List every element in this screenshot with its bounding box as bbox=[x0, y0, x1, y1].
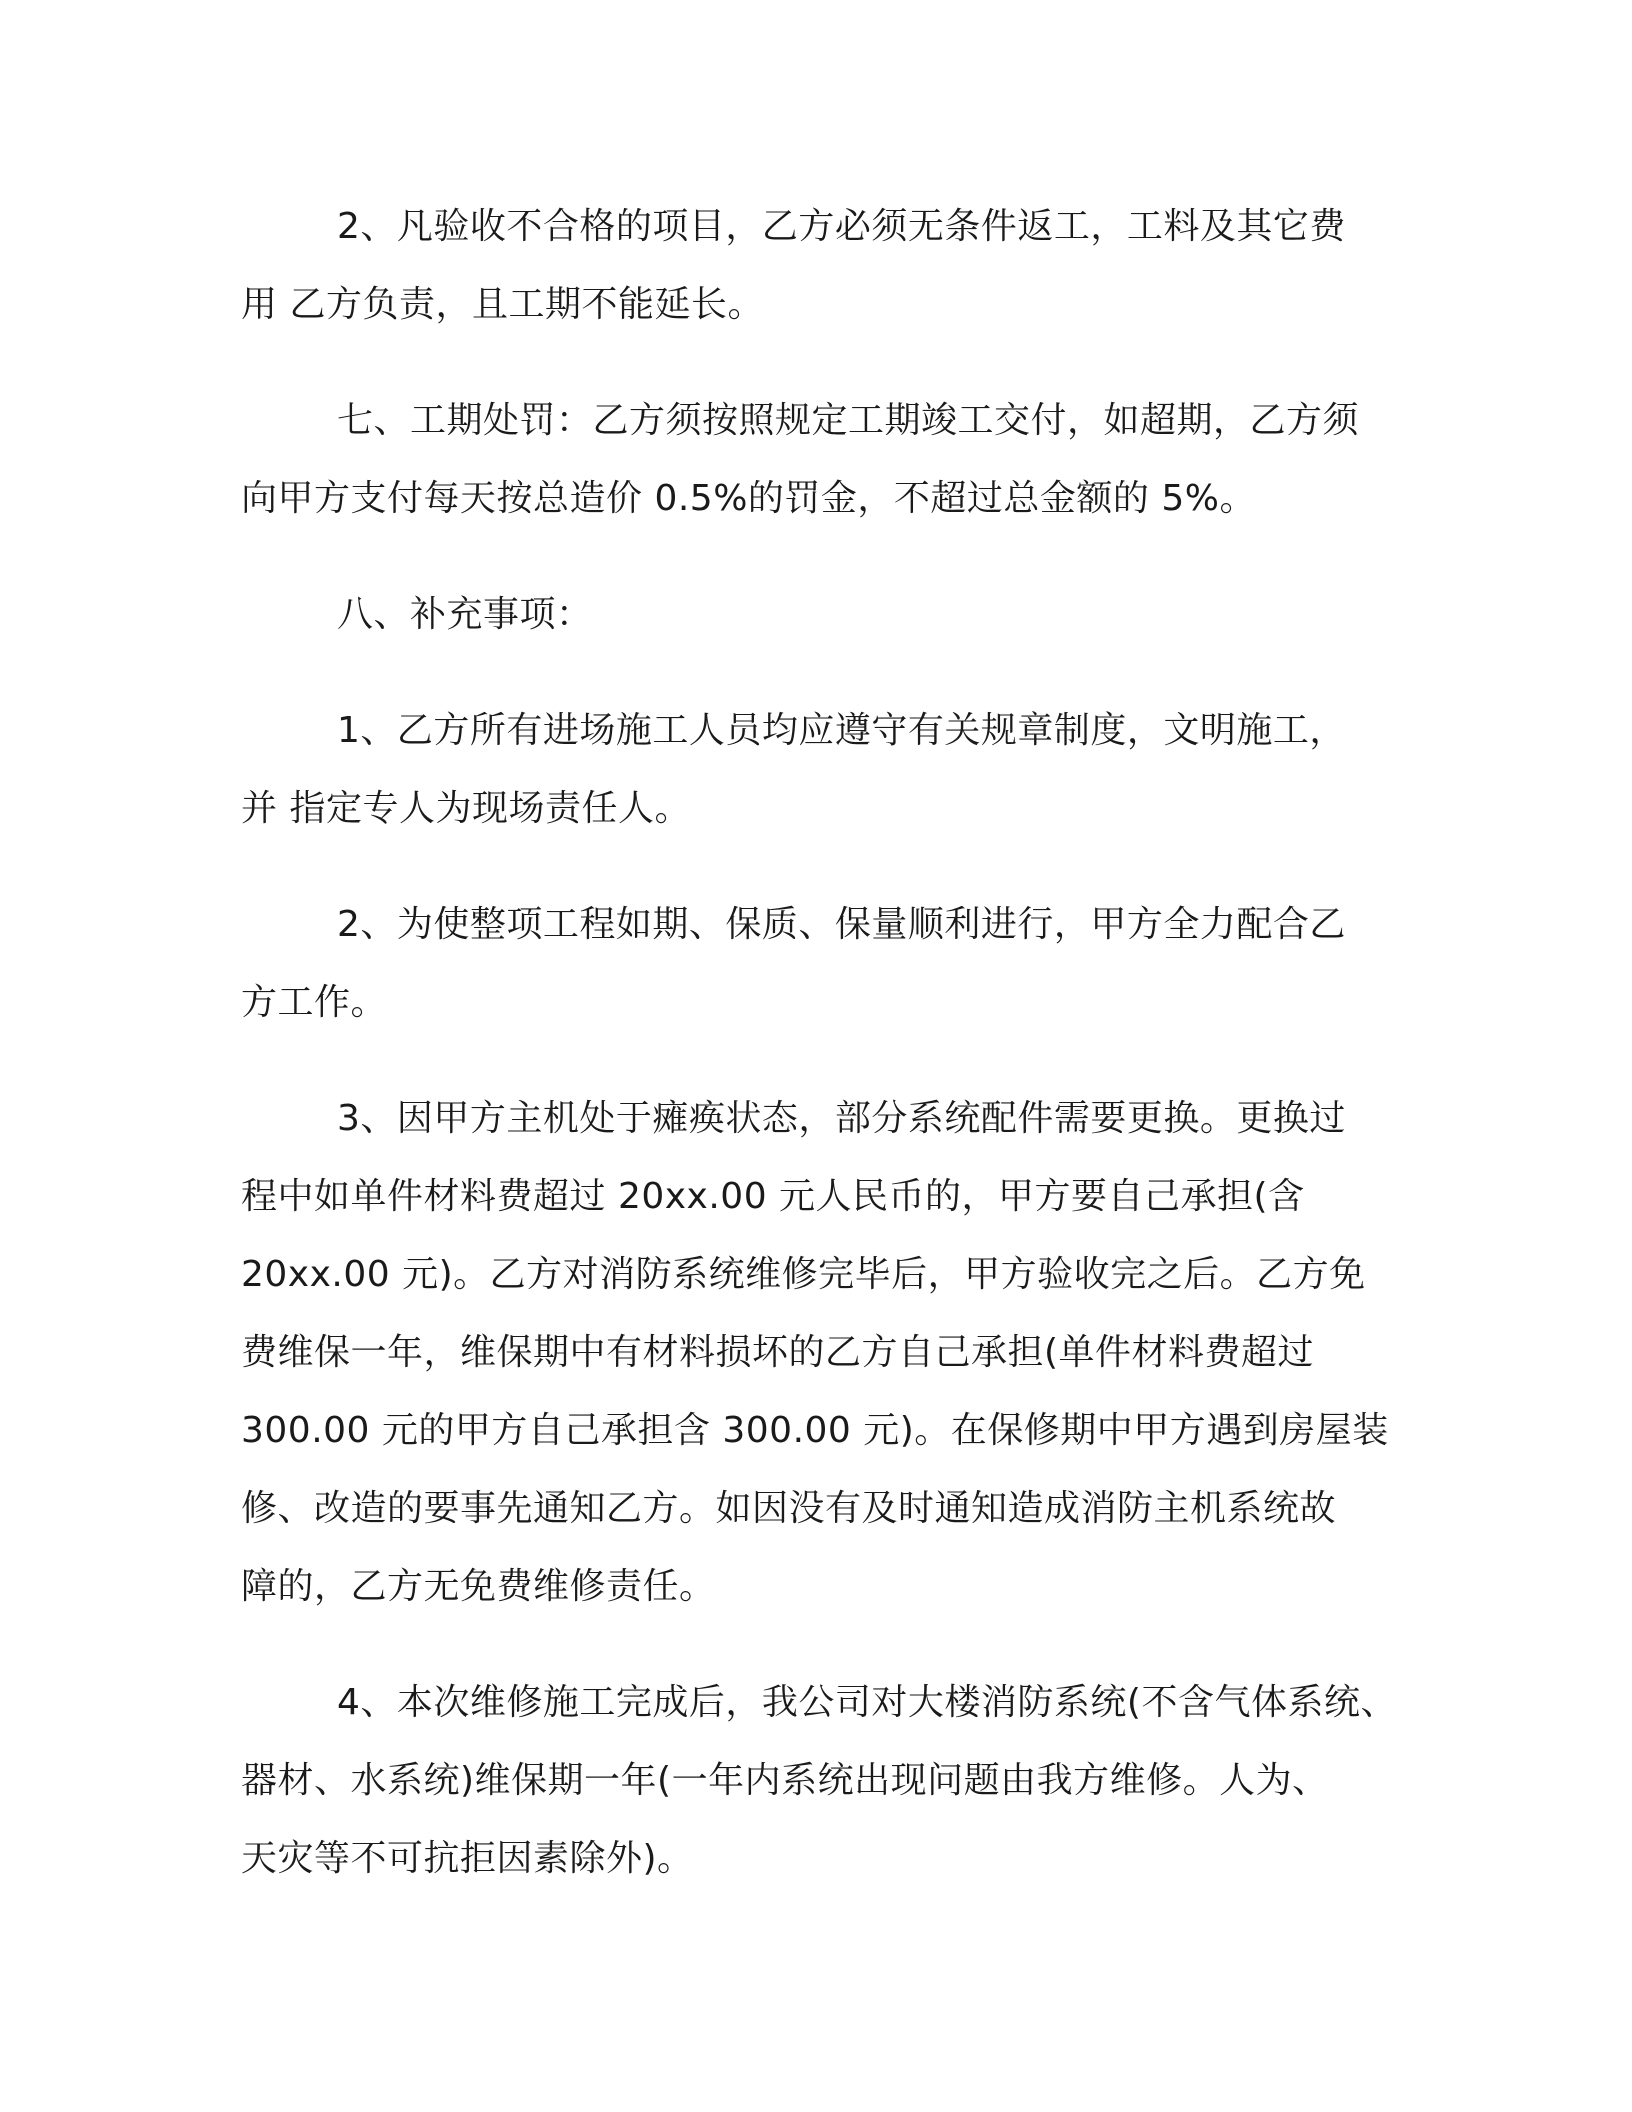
text-line: 300.00 元的甲方自己承担含 300.00 元)。在保修期中甲方遇到房屋装 bbox=[241, 1410, 1389, 1451]
text-line: 并 指定专人为现场责任人。 bbox=[241, 788, 691, 829]
paragraph-supplement-1 bbox=[241, 692, 1393, 848]
document-body bbox=[241, 188, 1397, 1936]
text-line: 方工作。 bbox=[241, 982, 388, 1023]
paragraph-supplement-4 bbox=[241, 1664, 1397, 1898]
text-line: 向甲方支付每天按总造价 0.5%的罚金，不超过总金额的 5%。 bbox=[241, 478, 1256, 519]
text-line: 天灾等不可抗拒因素除外)。 bbox=[241, 1838, 694, 1879]
text-line: 费维保一年，维保期中有材料损坏的乙方自己承担(单件材料费超过 bbox=[241, 1332, 1315, 1373]
text-line: 20xx.00 元)。乙方对消防系统维修完毕后，甲方验收完之后。乙方免 bbox=[241, 1254, 1366, 1295]
text-line: 2、凡验收不合格的项目，乙方必须无条件返工，工料及其它费 bbox=[337, 206, 1346, 247]
text-line: 4、本次维修施工完成后，我公司对大楼消防系统(不含气体系统、 bbox=[337, 1682, 1397, 1723]
paragraph-supplement-3 bbox=[241, 1080, 1393, 1626]
paragraph-acceptance-rework bbox=[241, 188, 1393, 344]
text-line: 修、改造的要事先通知乙方。如因没有及时通知造成消防主机系统故 bbox=[241, 1488, 1337, 1529]
text-line: 3、因甲方主机处于瘫痪状态，部分系统配件需要更换。更换过 bbox=[337, 1098, 1346, 1139]
text-line: 器材、水系统)维保期一年(一年内系统出现问题由我方维修。人为、 bbox=[241, 1760, 1329, 1801]
text-line: 用 乙方负责，且工期不能延长。 bbox=[241, 284, 764, 325]
text-line: 八、补充事项： bbox=[337, 594, 593, 635]
paragraph-section-7-penalty bbox=[241, 382, 1393, 538]
paragraph-supplement-2 bbox=[241, 886, 1393, 1042]
text-line: 障的，乙方无免费维修责任。 bbox=[241, 1566, 716, 1607]
text-line: 七、工期处罚：乙方须按照规定工期竣工交付，如超期，乙方须 bbox=[337, 400, 1360, 441]
section-8-heading bbox=[241, 576, 1393, 654]
text-line: 程中如单件材料费超过 20xx.00 元人民币的，甲方要自己承担(含 bbox=[241, 1176, 1305, 1217]
text-line: 1、乙方所有进场施工人员均应遵守有关规章制度，文明施工， bbox=[337, 710, 1346, 751]
text-line: 2、为使整项工程如期、保质、保量顺利进行，甲方全力配合乙 bbox=[337, 904, 1346, 945]
